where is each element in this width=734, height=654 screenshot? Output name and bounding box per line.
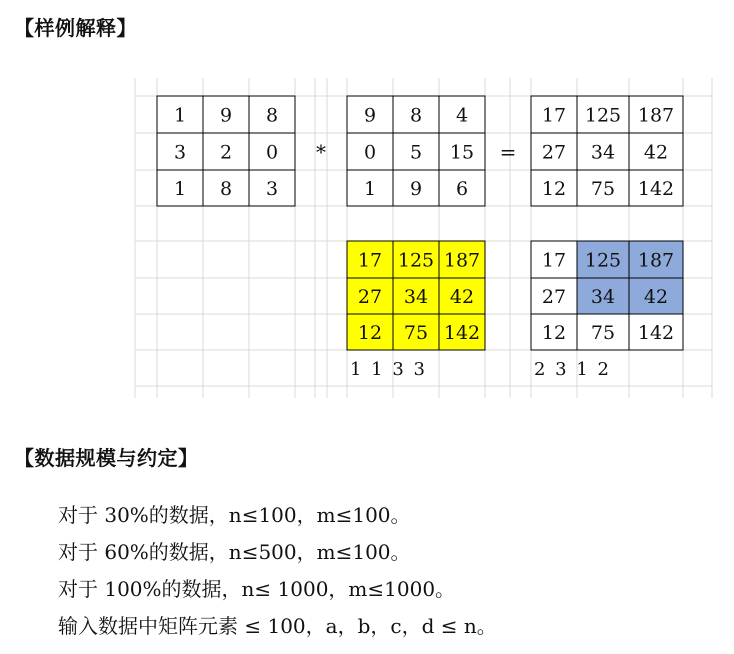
matrix-c-value: 187 bbox=[637, 104, 675, 127]
result-right-value: 125 bbox=[584, 249, 622, 272]
equals-operator: = bbox=[499, 140, 517, 164]
matrix-b-value: 9 bbox=[363, 104, 377, 127]
matrix-a-value: 3 bbox=[265, 178, 279, 200]
result-left-value: 75 bbox=[403, 322, 429, 344]
query-right-label: 2 3 1 2 bbox=[534, 359, 611, 380]
result-left-value: 27 bbox=[357, 286, 383, 308]
matrix-b-value: 6 bbox=[455, 178, 469, 200]
query-left-label: 1 1 3 3 bbox=[350, 359, 427, 380]
matrix-c-value: 125 bbox=[584, 104, 622, 127]
result-right-value: 12 bbox=[541, 322, 567, 344]
multiply-operator: * bbox=[316, 140, 326, 164]
matrix-a-value: 1 bbox=[173, 178, 187, 200]
constraint-line: 对于 100%的数据，n≤ 1000，m≤1000。 bbox=[58, 577, 456, 601]
result-right-value: 187 bbox=[637, 249, 675, 272]
matrix-a-value: 0 bbox=[265, 141, 279, 164]
matrix-a-value: 3 bbox=[173, 141, 187, 164]
result-right-value: 142 bbox=[637, 322, 675, 344]
matrix-a-value: 2 bbox=[219, 141, 233, 164]
result-right-value: 34 bbox=[590, 286, 616, 308]
result-left-value: 17 bbox=[357, 249, 383, 272]
matrix-c-value: 27 bbox=[541, 141, 567, 164]
matrix-b-value: 5 bbox=[409, 141, 423, 164]
result-right-value: 42 bbox=[643, 286, 669, 308]
matrix-c-value: 17 bbox=[541, 104, 567, 127]
constraints-list bbox=[58, 497, 497, 645]
result-right-value: 27 bbox=[541, 286, 567, 308]
result-right-value: 17 bbox=[541, 249, 567, 272]
result-left-value: 187 bbox=[443, 249, 481, 272]
result-left-value: 142 bbox=[443, 322, 481, 344]
matrix-a-value: 9 bbox=[219, 104, 233, 127]
result-left-value: 42 bbox=[449, 286, 475, 308]
matrix-a-value: 1 bbox=[173, 104, 187, 127]
matrix-c-value: 12 bbox=[541, 178, 567, 200]
section-heading-sample: 【样例解释】 bbox=[14, 16, 137, 40]
matrix-b-value: 0 bbox=[363, 141, 377, 164]
result-left-value: 34 bbox=[403, 286, 429, 308]
constraint-line: 对于 60%的数据，n≤500，m≤100。 bbox=[58, 540, 411, 564]
result-right-value: 75 bbox=[590, 322, 616, 344]
matrix-c-value: 34 bbox=[590, 141, 616, 164]
matrix-c-value: 42 bbox=[643, 141, 669, 164]
matrix-b-value: 9 bbox=[409, 178, 423, 200]
matrix-b-value: 4 bbox=[455, 104, 469, 127]
result-left-value: 12 bbox=[357, 322, 383, 344]
matrix-b-value: 1 bbox=[363, 178, 377, 200]
matrix-c-value: 142 bbox=[637, 178, 675, 200]
result-left-value: 125 bbox=[397, 249, 435, 272]
matrix-b-value: 8 bbox=[409, 104, 423, 127]
section-heading-constraints: 【数据规模与约定】 bbox=[14, 446, 199, 470]
matrix-a-value: 8 bbox=[219, 178, 233, 200]
constraint-line: 输入数据中矩阵元素 ≤ 100，a，b，c，d ≤ n。 bbox=[58, 614, 497, 638]
matrix-b-value: 15 bbox=[449, 141, 475, 164]
constraint-line: 对于 30%的数据，n≤100，m≤100。 bbox=[58, 503, 411, 527]
matrix-a-value: 8 bbox=[265, 104, 279, 127]
matrix-c-value: 75 bbox=[590, 178, 616, 200]
